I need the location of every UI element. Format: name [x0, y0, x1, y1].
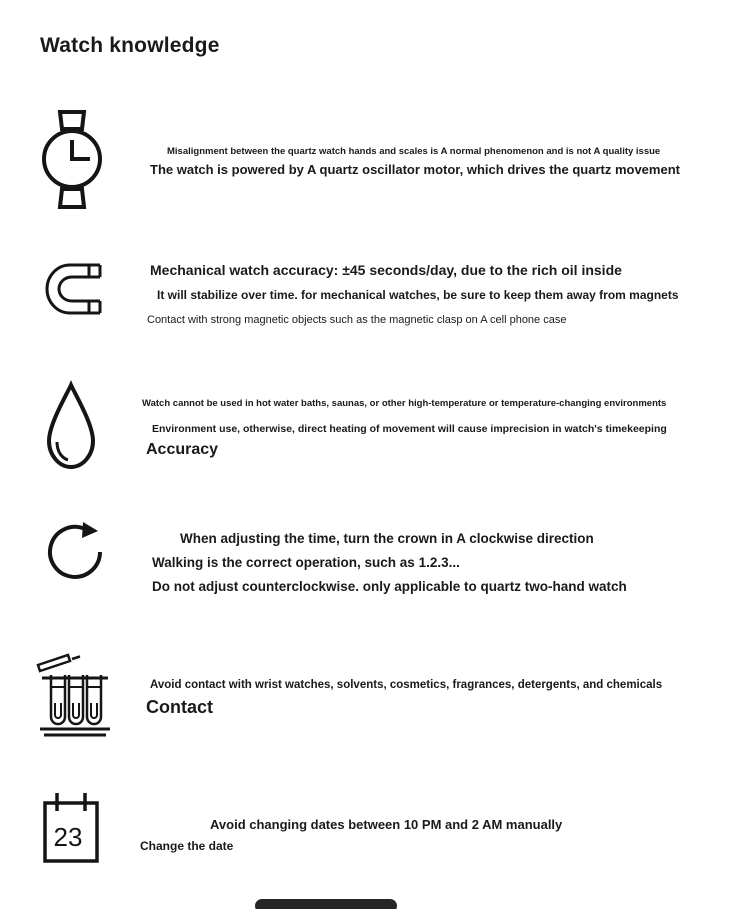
crown-line-2: Walking is the correct operation, such as 1.2.3... — [152, 555, 460, 570]
crown-line-1: When adjusting the time, turn the crown in A clockwise direction — [180, 531, 594, 546]
temperature-line-2: Environment use, otherwise, direct heating of movement will cause imprecision in watch's timekeeping — [152, 423, 667, 435]
clockwise-arrow-icon — [44, 521, 104, 585]
page-title: Watch knowledge — [40, 34, 220, 57]
magnet-line-3: Contact with strong magnetic objects such as the magnetic clasp on A cell phone case — [147, 314, 567, 326]
contact-heading: Contact — [146, 697, 213, 717]
wristwatch-icon — [38, 110, 104, 210]
calendar-day-number: 23 — [53, 822, 83, 852]
temperature-line-1: Watch cannot be used in hot water baths, saunas, or other high-temperature or temperature-changing environments — [142, 398, 667, 409]
chemicals-icon — [36, 645, 114, 739]
date-change-line: Avoid changing dates between 10 PM and 2 AM manually — [210, 817, 563, 832]
accuracy-heading: Accuracy — [146, 441, 219, 458]
magnet-line-2: It will stabilize over time. for mechanical watches, be sure to keep them away from magnets — [157, 288, 679, 302]
calendar-icon — [40, 787, 102, 867]
crown-line-3: Do not adjust counterclockwise. only applicable to quartz two-hand watch — [152, 579, 627, 594]
date-change-heading: Change the date — [140, 839, 234, 853]
magnet-headline: Mechanical watch accuracy: ±45 seconds/day, due to the rich oil inside — [150, 262, 622, 278]
quartz-main-line: The watch is powered by A quartz oscillator motor, which drives the quartz movement — [150, 162, 680, 177]
quartz-note-line: Misalignment between the quartz watch hands and scales is A normal phenomenon and is not A quality issue — [167, 146, 661, 157]
chemicals-line: Avoid contact with wrist watches, solvents, cosmetics, fragrances, detergents, and chemicals — [150, 679, 663, 691]
magnet-icon — [42, 260, 106, 318]
water-drop-icon — [40, 380, 102, 476]
bottom-divider-bar — [255, 899, 397, 909]
